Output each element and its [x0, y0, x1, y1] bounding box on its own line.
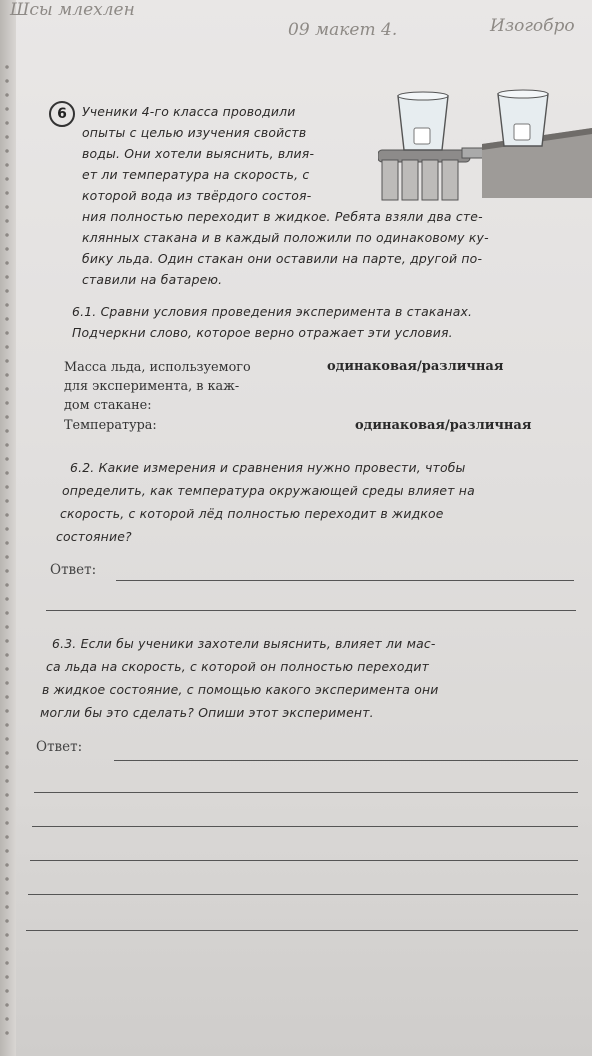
intro-line-4: ет ли температура на скорость, с — [82, 167, 310, 182]
intro-line-3: воды. Они хотели выяснить, влия- — [82, 146, 315, 161]
q2-line-1: 6.2. Какие измерения и сравнения нужно провести, чтобы — [70, 460, 466, 475]
q2-answer-line-1[interactable] — [116, 580, 574, 581]
intro-line-7: клянных стакана и в каждый положили по одинаковому ку- — [82, 230, 489, 245]
handwriting-right: Изогобро — [490, 16, 575, 36]
intro-line-2: опыты с целью изучения свойств — [82, 125, 307, 140]
radiator-icon — [378, 148, 492, 200]
glass-on-desk-icon — [498, 90, 548, 146]
q1-row1-label-line-1: Масса льда, используемого — [64, 360, 251, 375]
intro-line-1: Ученики 4-го класса проводили — [82, 104, 296, 119]
q1-row2-option[interactable]: одинаковая/различная — [355, 418, 532, 433]
q3-line-2: са льда на скорость, с которой он полностью переходит — [46, 659, 430, 674]
q1-line-2: Подчеркни слово, которое верно отражает эти условия. — [72, 325, 453, 340]
intro-line-9: ставили на батарею. — [82, 272, 223, 287]
q3-answer-line-6[interactable] — [26, 930, 578, 931]
q1-row1-option[interactable]: одинаковая/различная — [327, 359, 504, 374]
q2-line-4: состояние? — [56, 529, 132, 544]
q2-answer-label: Ответ: — [50, 562, 97, 578]
q3-answer-line-1[interactable] — [114, 760, 578, 761]
intro-line-5: которой вода из твёрдого состоя- — [82, 188, 312, 203]
q1-row2-label: Температура: — [64, 418, 157, 433]
handwriting-center: 09 макет 4. — [288, 20, 398, 40]
q2-answer-line-2[interactable] — [46, 610, 576, 611]
q3-line-4: могли бы это сделать? Опиши этот эксперимент. — [40, 705, 374, 720]
q3-answer-line-3[interactable] — [32, 826, 578, 827]
glass-on-radiator-icon — [398, 92, 448, 150]
q2-line-3: скорость, с которой лёд полностью переходит в жидкое — [60, 506, 444, 521]
q3-line-1: 6.3. Если бы ученики захотели выяснить, влияет ли мас- — [52, 636, 436, 651]
q3-answer-line-5[interactable] — [28, 894, 578, 895]
binding-holes — [4, 60, 10, 1040]
q3-answer-line-2[interactable] — [34, 792, 578, 793]
q1-row1-label-line-3: дом стакане: — [64, 398, 152, 413]
q1-row1-label-line-2: для эксперимента, в каж- — [64, 379, 240, 394]
handwriting-left: Шсы млехлен — [10, 0, 135, 20]
q2-line-2: определить, как температура окружающей среды влияет на — [62, 483, 475, 498]
task-number-badge: 6 — [49, 101, 75, 127]
q1-line-1: 6.1. Сравни условия проведения эксперимента в стаканах. — [72, 304, 473, 319]
intro-line-8: бику льда. Один стакан они оставили на парте, другой по- — [82, 251, 483, 266]
experiment-illustration — [378, 88, 592, 208]
page-binding — [0, 0, 16, 1056]
q3-line-3: в жидкое состояние, с помощью какого эксперимента они — [42, 682, 439, 697]
q3-answer-label: Ответ: — [36, 739, 83, 755]
q3-answer-line-4[interactable] — [30, 860, 578, 861]
intro-line-6: ния полностью переходит в жидкое. Ребята взяли два сте- — [82, 209, 483, 224]
